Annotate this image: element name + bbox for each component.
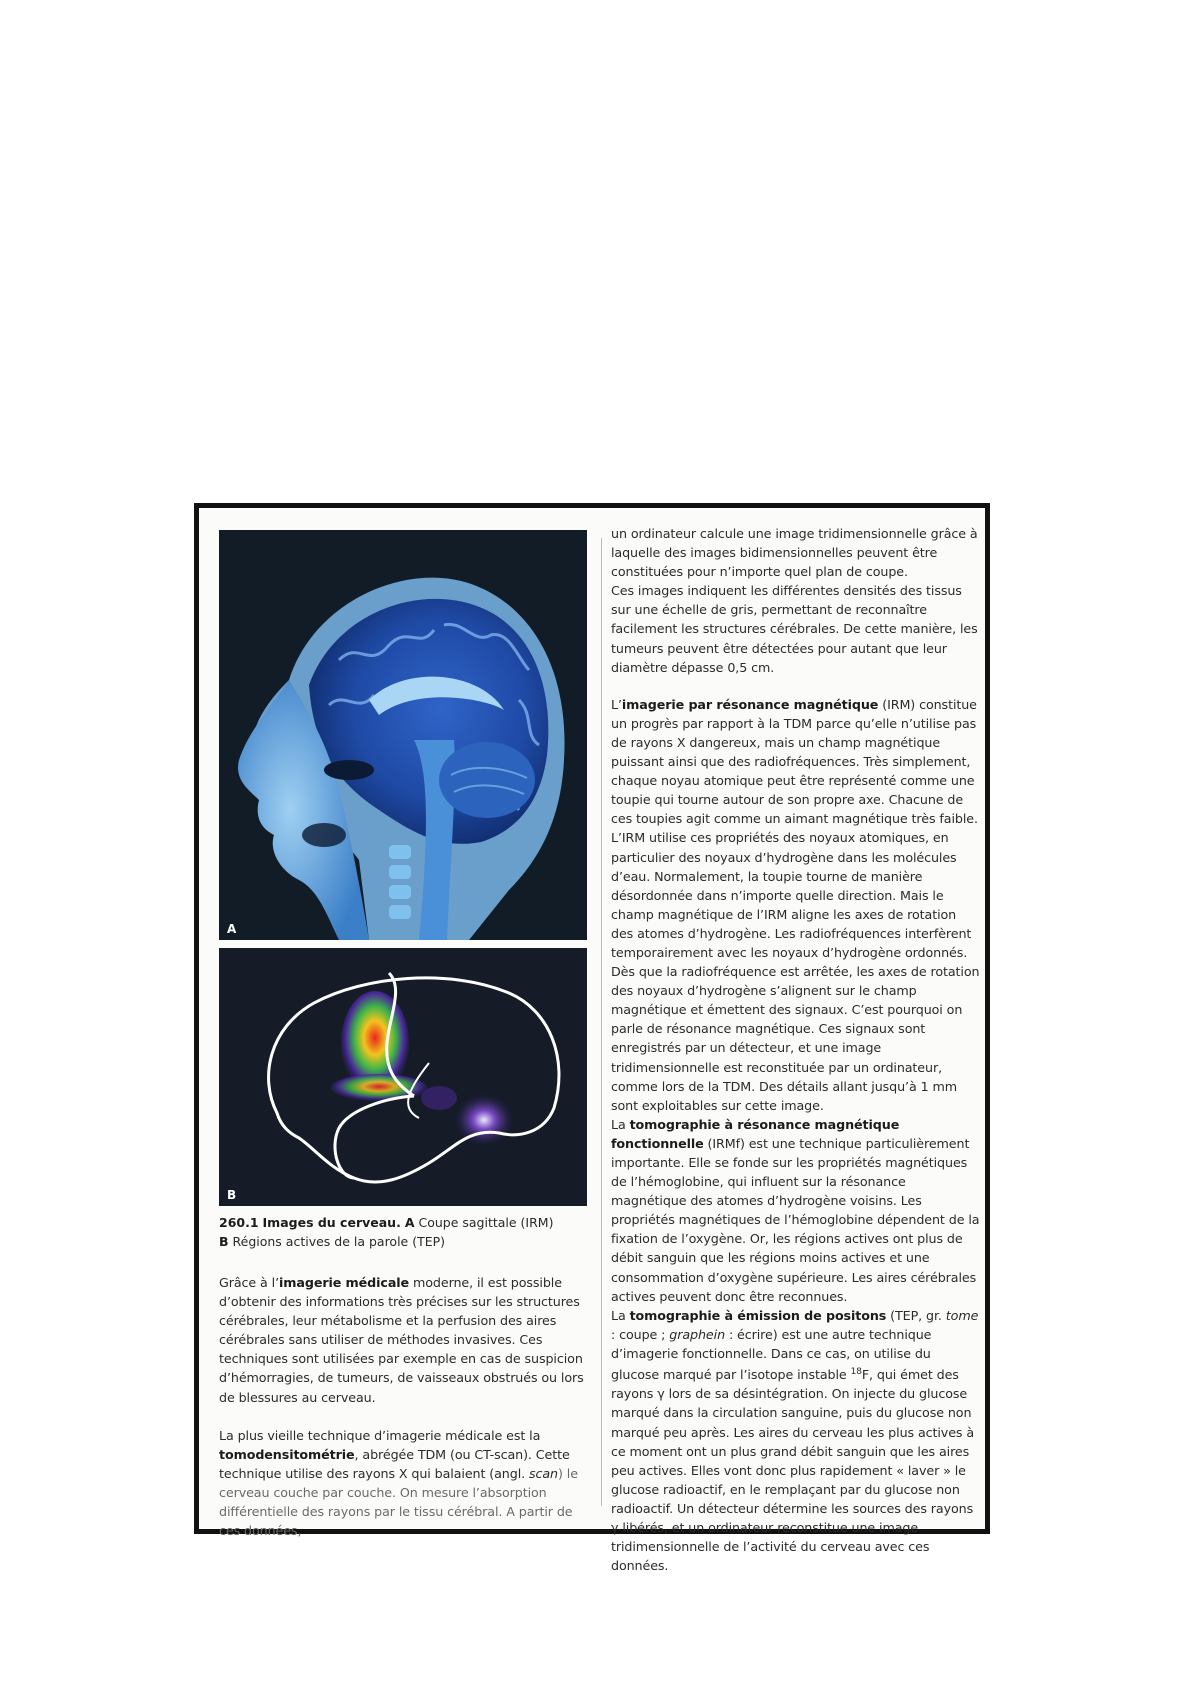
paragraph-imagerie-medicale: Grâce à l’imagerie médicale moderne, il est possible d’obtenir des informations très précises sur les structures cérébrales, leur métabolisme et la perfusion des aires cérébrales sans utiliser de méthodes invasives. Ces techniques sont utilisées par exemple en cas de suspicion d’hémorragies, de tumeurs, de vaisseaux obstrués ou lors de blessures au cerveau. <box>219 1275 584 1405</box>
caption-a-letter: A <box>404 1215 415 1230</box>
paragraph-irmf: La tomographie à résonance magnétique fonctionnelle (IRMf) est une technique particulièrement importante. Elle se fonde sur les propriétés magnétiques de l’hémoglobine, qui influent sur la résonance magnétique des atomes d’hydrogène voisins. Les propriétés magnétiques de l’hémoglobine dépendent de la fixation de l’oxygène. Or, les régions actives ont plus de débit sanguin que les régions moins actives et une consommation d’oxygène supérieure. Les aires cérébrales actives peuvent donc être reconnues. <box>611 1116 980 1304</box>
mri-image <box>219 530 587 940</box>
figure-caption <box>219 1213 587 1251</box>
paragraph-tep: La tomographie à émission de positons (TEP, gr. tome : coupe ; graphein : écrire) est une autre technique d’imagerie fonctionnelle. Dans ce cas, on utilise du glucose marqué par l’isotope instable $^{18}$F, qui émet des rayons γ lors de sa désintégration. On injecte du glucose marqué dans la circulation sanguine, puis du glucose non marqué peu après. Les aires du cerveau les plus actives à ce moment ont un plus grand débit sanguin que les aires peu actives. Elles vont donc plus rapidement « laver » le glucose radioactif, en le remplaçant par du glucose non radioactif. Un détecteur détermine les sources des rayons γ libérés, et un ordinateur reconstitue une image tridimensionnelle de l’activité du cerveau avec ces données. <box>611 1307 979 1574</box>
figure-label-a: A <box>227 922 237 936</box>
page-frame <box>194 503 990 1574</box>
caption-number: 260.1 <box>219 1215 259 1230</box>
figure-mri-sagittal <box>219 530 587 940</box>
right-column <box>611 524 981 1575</box>
paragraph-irm: L’imagerie par résonance magnétique (IRM) constitue un progrès par rapport à la TDM parce qu’elle n’utilise pas de rayons X dangereux, mais un champ magnétique puissant ainsi que des radiofréquences. Très simplement, chaque noyau atomique peut être représenté comme une toupie qui tourne autour de son propre axe. Chacune de ces toupies agit comme un aimant magnétique très faible. L’IRM utilise ces propriétés des noyaux atomiques, en particulier des noyaux d’hydrogène dans les molécules d’eau. Normalement, la toupie tourne de manière désordonnée dans n’importe quelle direction. Mais le champ magnétique de l’IRM aligne les axes de rotation des atomes d’hydrogène. Les radiofréquences interfèrent temporairement avec les noyaux d’hydrogène ordonnés. Dès que la radiofréquence est arrêtée, les axes de rotation des noyaux d’hydrogène s’alignent sur le champ magnétique et émettent des signaux. C’est pourquoi on parle de résonance magnétique. Ces signaux sont enregistrés par un détecteur, et une image tridimensionnelle est reconstituée par un ordinateur, comme lors de la TDM. Des détails allant jusqu’à 1 mm sont exploitables sur cette image. <box>611 696 980 1113</box>
caption-b-letter: B <box>219 1234 229 1249</box>
left-column <box>219 530 587 1540</box>
caption-title: Images du cerveau. <box>262 1215 401 1230</box>
column-divider <box>601 538 602 1506</box>
paragraph-tomodensitometrie: La plus vieille technique d’imagerie médicale est la tomodensitométrie, abrégée TDM (ou CT-scan). Cette technique utilise des rayons X qui balaient (angl. scan) le cerveau couche par couche. On mesure l’absorption différentielle des rayons par le tissu cérébral. A partir de ces données, <box>219 1427 578 1539</box>
figure-label-b: B <box>227 1188 237 1202</box>
paragraph-ordinateur: un ordinateur calcule une image tridimensionnelle grâce à laquelle des images bidimensionnelles peuvent être constituées pour n’importe quel plan de coupe. <box>611 526 978 580</box>
caption-b-text: Régions actives de la parole (TEP) <box>232 1234 446 1249</box>
paragraph-echelle-gris: Ces images indiquent les différentes densités des tissus sur une échelle de gris, permettant de reconnaître facilement les structures cérébrales. De cette manière, les tumeurs peuvent être détectées pour autant que leur diamètre dépasse 0,5 cm. <box>611 583 978 675</box>
figure-pet-speech <box>219 948 587 1206</box>
caption-a-text: Coupe sagittale (IRM) <box>418 1215 554 1230</box>
pet-image <box>219 948 587 1206</box>
